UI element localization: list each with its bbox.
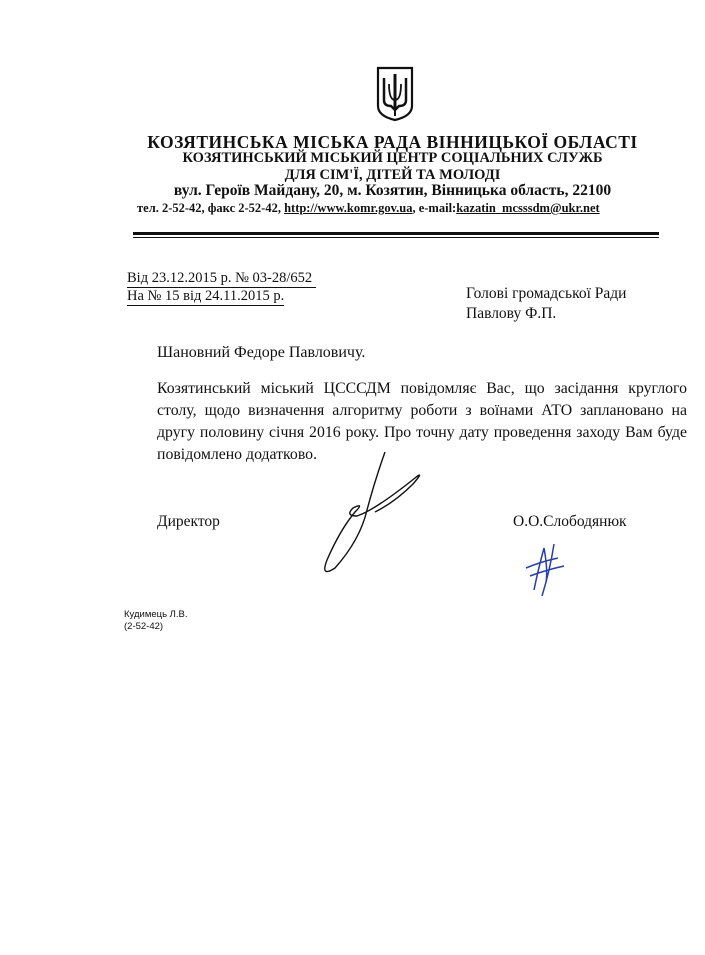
email-prefix: , e-mail: xyxy=(412,201,457,215)
recipient-name: Павлову Ф.П. xyxy=(466,305,557,322)
director-signature-image xyxy=(315,450,435,580)
outgoing-reference: Від 23.12.2015 р. № 03-28/652 xyxy=(127,270,316,288)
letterhead-address: вул. Героїв Майдану, 20, м. Козятин, Вінницька область, 22100 xyxy=(173,182,612,199)
letterhead-center-title: КОЗЯТИНСЬКИЙ МІСЬКИЙ ЦЕНТР СОЦІАЛЬНИХ СЛУЖБ xyxy=(182,150,603,166)
signatory-name: О.О.Слободянюк xyxy=(513,513,627,530)
executor-info xyxy=(124,609,188,633)
blue-initials-signature-image xyxy=(520,540,575,600)
letterhead-council-title: КОЗЯТИНСЬКА МІСЬКА РАДА ВІННИЦЬКОЇ ОБЛАСТІ xyxy=(147,132,638,152)
recipient-position: Голові громадської Ради xyxy=(466,285,627,302)
letterhead-divider-thick xyxy=(133,232,659,235)
letter-body-paragraph: Козятинський міський ЦСССДМ повідомляє Вас, що засідання круглого столу, щодо визначення алгоритму роботи з воїнами АТО заплановано на другу половину січня 2016 року. Про точну дату проведення заходу Вам буде повідомлено додатково. xyxy=(157,380,687,463)
incoming-reference: На № 15 від 24.11.2015 р. xyxy=(127,288,285,304)
letterhead-divider-thin xyxy=(133,237,659,238)
email-link[interactable]: kazatin_mcsssdm@ukr.net xyxy=(456,201,600,215)
trident-emblem-icon xyxy=(376,66,414,122)
salutation: Шановний Федоре Павловичу. xyxy=(157,344,366,361)
contacts-prefix: тел. 2-52-42, факс 2-52-42, xyxy=(137,201,285,215)
letterhead-center-subtitle: ДЛЯ СІМ'Ї, ДІТЕЙ ТА МОЛОДІ xyxy=(284,167,501,183)
executor-name: Кудимець Л.В. xyxy=(124,609,188,620)
signatory-title: Директор xyxy=(157,513,220,530)
executor-phone: (2-52-42) xyxy=(124,621,164,632)
website-link[interactable]: http://www.komr.gov.ua xyxy=(284,201,413,215)
letterhead-contacts xyxy=(137,201,600,216)
